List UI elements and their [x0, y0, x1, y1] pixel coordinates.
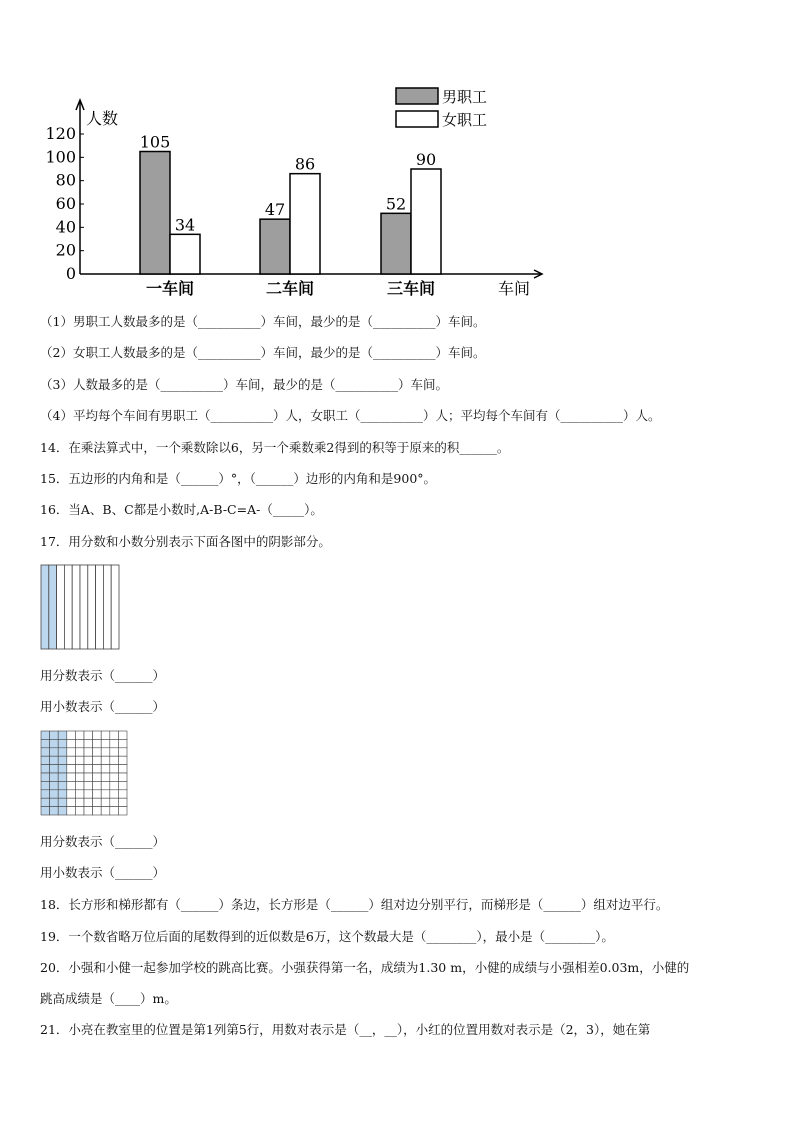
grid-cell	[50, 731, 59, 739]
grid-cell	[93, 773, 102, 781]
bar	[381, 213, 411, 274]
grid-cell	[84, 773, 93, 781]
grid-cell	[75, 790, 84, 798]
grid-cell	[58, 798, 67, 806]
grid-cell	[50, 807, 59, 815]
grid-cell	[118, 798, 127, 806]
grid-cell	[50, 748, 59, 756]
grid-cell	[50, 739, 59, 747]
question-18: 18．长方形和梯形都有（______）条边，长方形是（______）组对边分别平行，而梯形是（______）组对边平行。	[40, 897, 669, 912]
grid-cell	[50, 773, 59, 781]
y-tick-label: 120	[45, 124, 76, 143]
grid-cell	[110, 807, 119, 815]
strip	[111, 565, 119, 649]
chart-legend	[396, 88, 487, 129]
grid-cell	[41, 781, 50, 789]
grid-cell	[58, 739, 67, 747]
grid-cell	[84, 807, 93, 815]
grid-cell	[67, 756, 76, 764]
grid-cell	[110, 756, 119, 764]
chart-bars	[140, 133, 441, 299]
bar	[411, 169, 441, 274]
grid-cell	[58, 773, 67, 781]
grid-cell	[58, 790, 67, 798]
grid-cell	[41, 790, 50, 798]
grid-cell	[75, 765, 84, 773]
bar	[170, 234, 200, 274]
grid-cell	[41, 807, 50, 815]
grid-cell	[110, 781, 119, 789]
grid-cell	[101, 798, 110, 806]
grid-cell	[93, 798, 102, 806]
q13-part1: （1）男职工人数最多的是（__________）车间，最少的是（__________）车间。	[40, 314, 486, 329]
question-21: 21．小亮在教室里的位置是第1列第5行，用数对表示是（__，__），小红的位置用数对表示是（2，3），她在第	[40, 1022, 651, 1037]
grid-cell	[118, 807, 127, 815]
strip	[41, 565, 49, 649]
strip	[64, 565, 72, 649]
question-17-title: 17．用分数和小数分别表示下面各图中的阴影部分。	[40, 534, 331, 549]
y-tick-label: 20	[55, 240, 76, 260]
grid-cell	[110, 765, 119, 773]
grid-cell	[101, 748, 110, 756]
bar-value-label: 47	[264, 200, 286, 220]
grid-cell	[110, 731, 119, 739]
question-20-line2: 跳高成绩是（____）m。	[40, 991, 177, 1006]
grid-cell	[93, 731, 102, 739]
grid-cell	[110, 790, 119, 798]
grid-cell	[75, 739, 84, 747]
grid-cell	[93, 756, 102, 764]
strip	[96, 565, 104, 649]
question-19: 19．一个数省略万位后面的尾数得到的近似数是6万，这个数最大是（________），最小是（________）。	[40, 929, 614, 944]
legend-label: 男职工	[442, 88, 488, 106]
y-tick-label: 60	[55, 194, 76, 213]
x-tick-label: 二车间	[265, 279, 315, 298]
question-20-line1: 20．小强和小健一起参加学校的跳高比赛。小强获得第一名，成绩为1.30 m，小健的成绩与小强相差0.03m，小健的	[40, 960, 690, 975]
bar-value-label: 52	[385, 194, 407, 214]
grid-cell	[67, 781, 76, 789]
y-tick-label: 0	[65, 264, 76, 283]
grid-cell	[118, 731, 127, 739]
grid-cell	[118, 773, 127, 781]
grid-cell	[41, 748, 50, 756]
question-16: 16．当A、B、C都是小数时,A-B-C=A-（_____）。	[40, 502, 323, 517]
grid-cell	[75, 748, 84, 756]
grid-cell	[67, 773, 76, 781]
y-tick-label: 40	[55, 217, 76, 237]
strip	[103, 565, 111, 649]
grid-cell	[93, 781, 102, 789]
grid-cell	[58, 781, 67, 789]
grid-cell	[58, 731, 67, 739]
strip-figure	[40, 564, 120, 650]
grid-cell	[50, 781, 59, 789]
strip	[80, 565, 88, 649]
legend-swatch	[396, 111, 438, 127]
grid-cell	[58, 756, 67, 764]
fig1-fraction-label: 用分数表示（______）	[40, 668, 166, 683]
strip	[49, 565, 57, 649]
grid-cell	[41, 765, 50, 773]
grid-cell	[93, 748, 102, 756]
grid-cell	[75, 731, 84, 739]
y-tick-label: 100	[45, 147, 76, 167]
grid-cell	[41, 739, 50, 747]
x-axis-label: 车间	[498, 279, 531, 298]
grid-cell	[58, 765, 67, 773]
grid-cell	[118, 790, 127, 798]
grid-cell	[50, 765, 59, 773]
bar	[140, 152, 170, 275]
grid-cell	[101, 781, 110, 789]
grid-cell	[110, 773, 119, 781]
grid-cell	[118, 781, 127, 789]
grid-cell	[101, 731, 110, 739]
grid-cell	[84, 756, 93, 764]
grid-cell	[93, 765, 102, 773]
grid-cell	[101, 807, 110, 815]
strip	[88, 565, 96, 649]
grid-cell	[67, 731, 76, 739]
legend-label: 女职工	[442, 111, 488, 129]
strip	[72, 565, 80, 649]
q13-part4: （4）平均每个车间有男职工（__________）人，女职工（__________）人；平均每个车间有（__________）人。	[40, 408, 661, 423]
grid-cell	[93, 790, 102, 798]
grid-cell	[67, 748, 76, 756]
grid-cell	[84, 731, 93, 739]
q13-part2: （2）女职工人数最多的是（__________）车间，最少的是（__________）车间。	[40, 345, 486, 360]
grid-cell	[84, 790, 93, 798]
grid-cell	[118, 739, 127, 747]
x-tick-label: 一车间	[145, 279, 195, 298]
grid-cell	[84, 739, 93, 747]
grid-figure	[40, 730, 128, 816]
grid-cell	[75, 807, 84, 815]
bar-value-label: 86	[294, 154, 316, 174]
grid-cell	[101, 773, 110, 781]
grid-cell	[84, 781, 93, 789]
grid-cell	[67, 790, 76, 798]
grid-cell	[58, 807, 67, 815]
grid-cell	[110, 798, 119, 806]
grid-cell	[58, 748, 67, 756]
grid-cell	[75, 781, 84, 789]
bar-value-label: 34	[174, 215, 196, 235]
y-tick-label: 80	[55, 170, 76, 190]
grid-cell	[110, 739, 119, 747]
grid-cell	[50, 790, 59, 798]
grid-cell	[67, 807, 76, 815]
bar	[260, 219, 290, 274]
question-14: 14．在乘法算式中，一个乘数除以6，另一个乘数乘2得到的积等于原来的积______。	[40, 440, 510, 455]
grid-cell	[84, 765, 93, 773]
fig2-decimal-label: 用小数表示（______）	[40, 865, 166, 880]
grid-cell	[84, 748, 93, 756]
grid-cell	[118, 748, 127, 756]
grid-cell	[84, 798, 93, 806]
bar-chart	[40, 80, 560, 302]
grid-cell	[75, 773, 84, 781]
grid-cell	[50, 756, 59, 764]
grid-cell	[67, 765, 76, 773]
grid-cell	[101, 739, 110, 747]
x-tick-label: 三车间	[386, 279, 436, 298]
grid-cell	[41, 773, 50, 781]
grid-cell	[110, 748, 119, 756]
grid-cell	[67, 739, 76, 747]
strip	[57, 565, 65, 649]
grid-cell	[101, 790, 110, 798]
grid-cell	[93, 739, 102, 747]
bar-value-label: 90	[415, 150, 437, 169]
grid-cell	[75, 756, 84, 764]
question-15: 15．五边形的内角和是（______）°，（______）边形的内角和是900°。	[40, 471, 437, 486]
grid-cell	[41, 731, 50, 739]
bar	[290, 174, 320, 274]
grid-cell	[41, 798, 50, 806]
q13-part3: （3）人数最多的是（__________）车间，最少的是（__________）车间。	[40, 377, 448, 392]
grid-cell	[50, 798, 59, 806]
bar-value-label: 105	[139, 132, 171, 152]
grid-cell	[118, 756, 127, 764]
grid-cell	[41, 756, 50, 764]
grid-cell	[101, 756, 110, 764]
grid-cell	[93, 807, 102, 815]
grid-cell	[101, 765, 110, 773]
y-axis-label: 人数	[86, 109, 119, 128]
fig1-decimal-label: 用小数表示（______）	[40, 699, 166, 714]
grid-cell	[75, 798, 84, 806]
grid-cell	[118, 765, 127, 773]
fig2-fraction-label: 用分数表示（______）	[40, 834, 166, 849]
grid-cell	[67, 798, 76, 806]
legend-swatch	[396, 88, 438, 104]
